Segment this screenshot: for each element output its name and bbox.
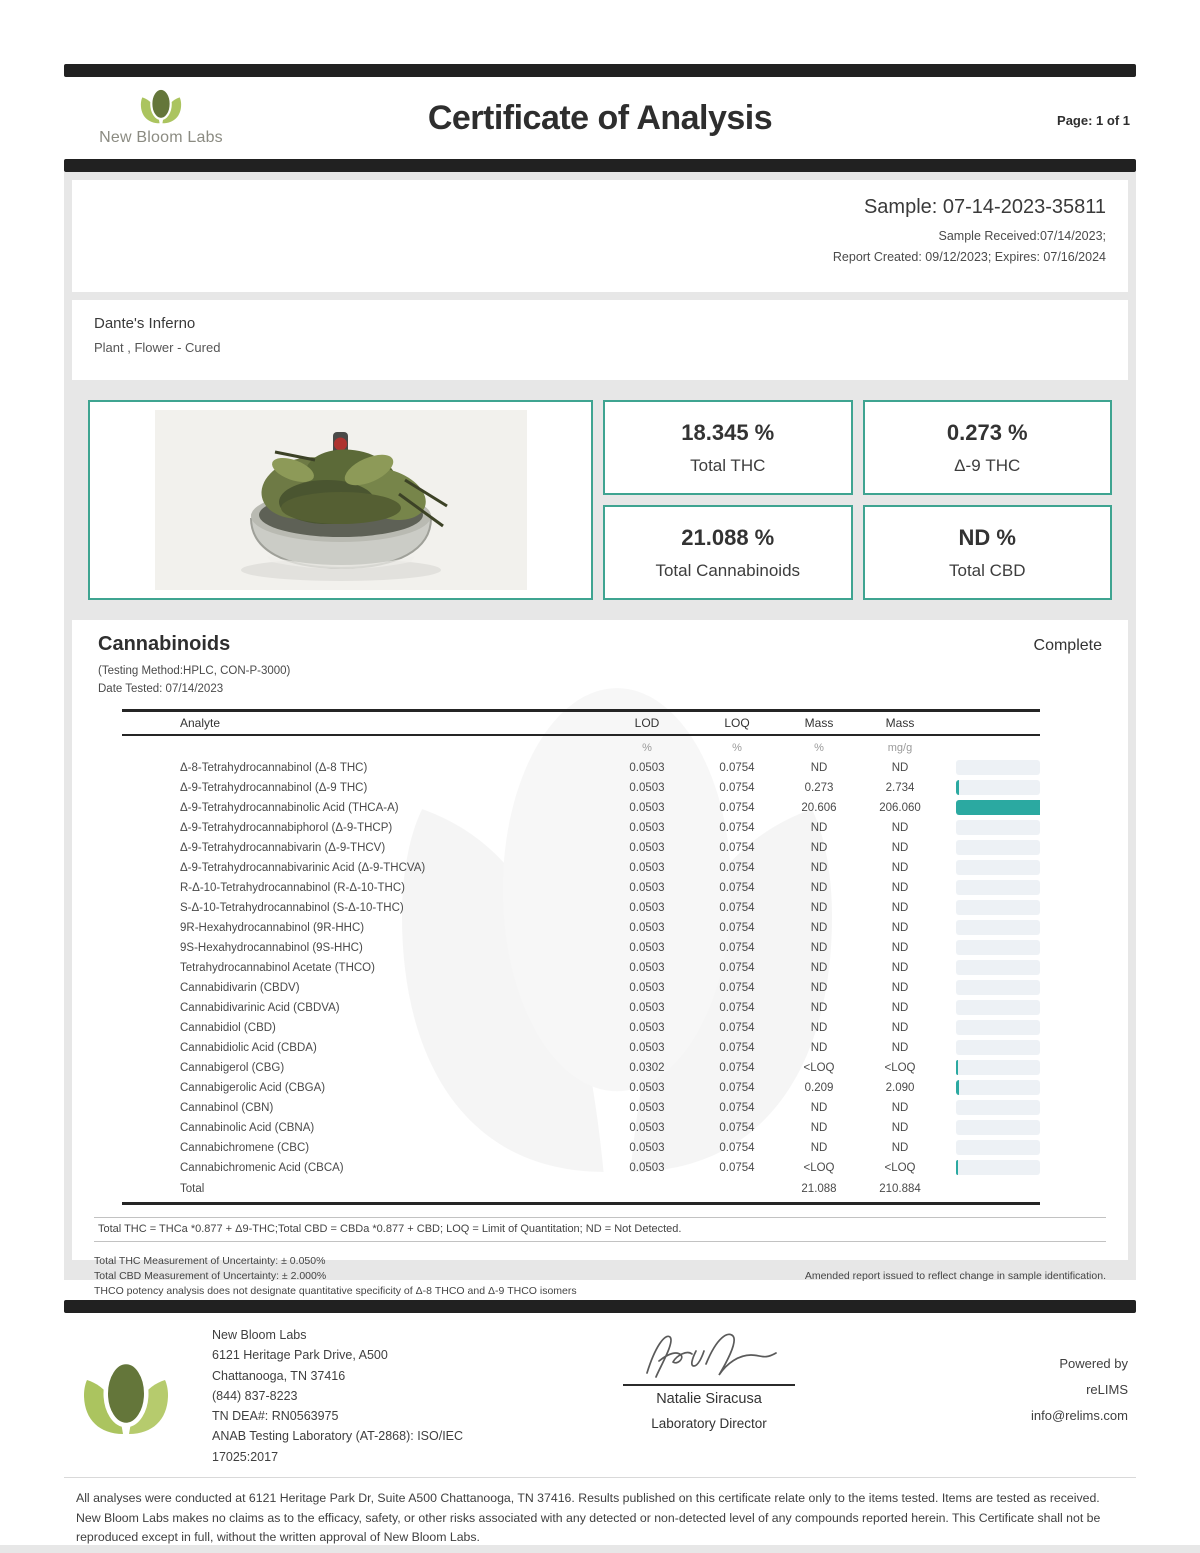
total-cbd-value: ND % <box>958 524 1016 550</box>
total-thc-value: 18.345 % <box>681 419 775 445</box>
loq-value: 0.0754 <box>719 1101 755 1114</box>
total-cannabinoids-label: Total Cannabinoids <box>655 560 801 580</box>
signatory-name: Natalie Siracusa <box>656 1391 762 1407</box>
loq-value: 0.0754 <box>719 1061 755 1074</box>
mass-mg-value: 2.090 <box>885 1081 915 1094</box>
lod-value: 0.0503 <box>629 1141 665 1154</box>
uncertainty-note-line: THCO potency analysis does not designate quantitative specificity of Δ-8 THCO and Δ-9 THCO isomers <box>94 1285 577 1298</box>
loq-value: 0.0754 <box>719 861 755 874</box>
lod-value: 0.0503 <box>629 1081 665 1094</box>
analyte-name: R-Δ-10-Tetrahydrocannabinol (R-Δ-10-THC) <box>180 881 405 894</box>
analyte-name: 9S-Hexahydrocannabinol (9S-HHC) <box>180 941 363 954</box>
cannabinoid-rows <box>122 758 1040 1178</box>
lod-value: 0.0503 <box>629 1021 665 1034</box>
header <box>64 77 1136 159</box>
table-row <box>122 798 1040 818</box>
mass-mg-value: ND <box>891 981 909 994</box>
mass-mg-value: ND <box>891 821 909 834</box>
loq-value: 0.0754 <box>719 801 755 814</box>
mass-mg-value: ND <box>891 841 909 854</box>
summary-total-cannabinoids <box>603 505 853 600</box>
total-thc-label: Total THC <box>690 455 766 475</box>
mass-mg-value: ND <box>891 901 909 914</box>
lab-address-line: New Bloom Labs <box>212 1328 307 1342</box>
mass-pct-value: ND <box>810 921 828 934</box>
mass-pct-value: ND <box>810 821 828 834</box>
lod-value: 0.0503 <box>629 961 665 974</box>
lod-value: 0.0503 <box>629 761 665 774</box>
uncertainty-notes <box>94 1254 577 1300</box>
loq-value: 0.0754 <box>719 881 755 894</box>
analyte-name: Cannabigerolic Acid (CBGA) <box>180 1081 326 1094</box>
mass-pct-value: ND <box>810 861 828 874</box>
table-row <box>122 858 1040 878</box>
summary-grid <box>603 400 1112 600</box>
unit-lod: % <box>642 741 652 754</box>
table-row <box>122 878 1040 898</box>
d9-thc-label: Δ-9 THC <box>954 455 1021 475</box>
col-mass-mg: Mass <box>885 715 915 730</box>
mass-pct-value: <LOQ <box>803 1061 835 1074</box>
mass-mg-value: ND <box>891 941 909 954</box>
unit-loq: % <box>732 741 742 754</box>
report-created: Report Created: 09/12/2023; Expires: 07/16/2024 <box>832 250 1106 265</box>
mass-bar <box>944 900 1040 915</box>
powered-product: reLIMS <box>1086 1382 1128 1397</box>
mass-bar <box>944 1120 1040 1135</box>
mass-pct-value: 0.273 <box>804 781 834 794</box>
loq-value: 0.0754 <box>719 781 755 794</box>
mass-bar <box>944 1160 1040 1175</box>
mass-pct-value: ND <box>810 901 828 914</box>
table-row <box>122 1078 1040 1098</box>
table-row <box>122 938 1040 958</box>
signatory-title: Laboratory Director <box>651 1416 767 1431</box>
table-row <box>122 778 1040 798</box>
lab-address-line: ANAB Testing Laboratory (AT-2868): ISO/IEC <box>212 1429 464 1444</box>
table-row <box>122 1018 1040 1038</box>
table-units-row <box>122 736 1040 758</box>
table-row <box>122 1098 1040 1118</box>
analyte-name: Δ-9-Tetrahydrocannabinol (Δ-9 THC) <box>180 781 368 794</box>
loq-value: 0.0754 <box>719 841 755 854</box>
loq-value: 0.0754 <box>719 901 755 914</box>
page-number: Page: 1 of 1 <box>1057 113 1130 128</box>
amended-note: Amended report issued to reflect change in sample identification. <box>804 1270 1106 1283</box>
analyte-name: Cannabidivarinic Acid (CBDVA) <box>180 1001 340 1014</box>
mass-mg-value: ND <box>891 1021 909 1034</box>
col-loq: LOQ <box>724 715 750 730</box>
mass-mg-value: <LOQ <box>884 1161 916 1174</box>
lab-address-line: 6121 Heritage Park Drive, A500 <box>212 1348 388 1363</box>
total-cbd-label: Total CBD <box>948 560 1026 580</box>
loq-value: 0.0754 <box>719 1021 755 1034</box>
product-name: Dante's Inferno <box>94 315 196 332</box>
lod-value: 0.0503 <box>629 821 665 834</box>
loq-value: 0.0754 <box>719 1141 755 1154</box>
mass-mg-value: ND <box>891 1001 909 1014</box>
analyte-name: 9R-Hexahydrocannabinol (9R-HHC) <box>180 921 365 934</box>
mass-bar <box>944 760 1040 775</box>
mass-mg-value: ND <box>891 881 909 894</box>
mass-pct-value: ND <box>810 1121 828 1134</box>
sample-id: Sample: 07-14-2023-35811 <box>863 196 1106 218</box>
analyte-name: Cannabigerol (CBG) <box>180 1061 285 1074</box>
col-analyte: Analyte <box>180 715 221 730</box>
col-lod: LOD <box>634 715 660 730</box>
lod-value: 0.0503 <box>629 941 665 954</box>
unit-mass-mg: mg/g <box>887 741 913 754</box>
mass-mg-value: 2.734 <box>885 781 915 794</box>
analyte-name: Δ-9-Tetrahydrocannabinolic Acid (THCA-A) <box>180 801 399 814</box>
loq-value: 0.0754 <box>719 921 755 934</box>
powered-by-label: Powered by <box>1059 1356 1128 1371</box>
photo-summary-section <box>88 400 1112 600</box>
table-row <box>122 818 1040 838</box>
total-mass-pct: 21.088 <box>801 1182 837 1195</box>
product-info-card <box>72 300 1128 380</box>
top-rule <box>64 64 1136 77</box>
mass-bar <box>944 800 1040 815</box>
mass-pct-value: ND <box>810 941 828 954</box>
lab-address-line: (844) 837-8223 <box>212 1388 298 1403</box>
mass-bar <box>944 1140 1040 1155</box>
testing-method: (Testing Method:HPLC, CON-P-3000) <box>98 665 291 677</box>
loq-value: 0.0754 <box>719 961 755 974</box>
mass-mg-value: ND <box>891 961 909 974</box>
mass-pct-value: 0.209 <box>804 1081 834 1094</box>
table-header <box>122 709 1040 736</box>
mass-mg-value: ND <box>891 861 909 874</box>
total-mass-mg: 210.884 <box>879 1182 921 1195</box>
analyte-name: Cannabidiol (CBD) <box>180 1021 276 1034</box>
analyte-name: Cannabichromenic Acid (CBCA) <box>180 1161 344 1174</box>
analyte-name: Cannabidiolic Acid (CBDA) <box>180 1041 317 1054</box>
unit-mass-pct: % <box>814 741 824 754</box>
col-mass-pct: Mass <box>804 715 834 730</box>
table-row <box>122 898 1040 918</box>
date-tested: Date Tested: 07/14/2023 <box>98 682 224 695</box>
lod-value: 0.0302 <box>629 1061 665 1074</box>
mass-pct-value: <LOQ <box>803 1161 835 1174</box>
loq-value: 0.0754 <box>719 941 755 954</box>
lab-address-line: TN DEA#: RN0563975 <box>212 1409 339 1423</box>
uncertainty-note-line: Total THC Measurement of Uncertainty: ± 0.050% <box>94 1254 326 1267</box>
summary-d9-thc <box>863 400 1113 495</box>
table-row <box>122 1138 1040 1158</box>
page-title: Certificate of Analysis <box>427 99 773 137</box>
page-bottom-edge <box>0 1545 1200 1553</box>
mass-bar <box>944 1020 1040 1035</box>
loq-value: 0.0754 <box>719 821 755 834</box>
mass-bar <box>944 920 1040 935</box>
uncertainty-note-line: Total CBD Measurement of Uncertainty: ± 2.000% <box>94 1269 327 1282</box>
mass-mg-value: ND <box>891 1041 909 1054</box>
mass-bar <box>944 1060 1040 1075</box>
mass-bar <box>944 1000 1040 1015</box>
mass-pct-value: ND <box>810 981 828 994</box>
analyte-name: Δ-8-Tetrahydrocannabinol (Δ-8 THC) <box>180 761 368 774</box>
mass-mg-value: ND <box>891 1141 909 1154</box>
mass-mg-value: ND <box>891 1121 909 1134</box>
analyte-name: Δ-9-Tetrahydrocannabivarinic Acid (Δ-9-THCVA) <box>180 861 426 874</box>
analyte-name: Δ-9-Tetrahydrocannabiphorol (Δ-9-THCP) <box>180 821 393 834</box>
mass-mg-value: ND <box>891 921 909 934</box>
mass-mg-value: ND <box>891 1101 909 1114</box>
mass-pct-value: ND <box>810 841 828 854</box>
loq-value: 0.0754 <box>719 1041 755 1054</box>
mass-bar <box>944 780 1040 795</box>
loq-value: 0.0754 <box>719 1121 755 1134</box>
d9-thc-value: 0.273 % <box>946 419 1028 445</box>
mass-pct-value: ND <box>810 761 828 774</box>
mass-mg-value: 206.060 <box>879 801 921 814</box>
mass-bar <box>944 980 1040 995</box>
mass-bar <box>944 860 1040 875</box>
mass-pct-value: ND <box>810 1141 828 1154</box>
mass-pct-value: ND <box>810 881 828 894</box>
lod-value: 0.0503 <box>629 861 665 874</box>
lab-address-line: Chattanooga, TN 37416 <box>212 1368 346 1383</box>
lod-value: 0.0503 <box>629 981 665 994</box>
lod-value: 0.0503 <box>629 841 665 854</box>
table-total-row <box>122 1178 1040 1200</box>
mass-bar <box>944 880 1040 895</box>
cannabinoids-card <box>72 620 1128 1298</box>
total-cannabinoids-value: 21.088 % <box>681 524 775 550</box>
loq-value: 0.0754 <box>719 761 755 774</box>
footer-rule <box>64 1300 1136 1313</box>
lod-value: 0.0503 <box>629 901 665 914</box>
mass-bar <box>944 960 1040 975</box>
loq-value: 0.0754 <box>719 981 755 994</box>
mass-bar <box>944 820 1040 835</box>
lod-value: 0.0503 <box>629 1001 665 1014</box>
analyte-name: Cannabidivarin (CBDV) <box>180 981 300 994</box>
loq-value: 0.0754 <box>719 1081 755 1094</box>
table-row <box>122 758 1040 778</box>
product-type: Plant , Flower - Cured <box>94 340 221 355</box>
lod-value: 0.0503 <box>629 1041 665 1054</box>
mass-pct-value: ND <box>810 1101 828 1114</box>
mass-pct-value: ND <box>810 1041 828 1054</box>
sample-received: Sample Received:07/14/2023; <box>938 229 1106 243</box>
mass-pct-value: ND <box>810 1001 828 1014</box>
lod-value: 0.0503 <box>629 781 665 794</box>
signature-icon <box>629 1327 789 1379</box>
powered-by-block <box>906 1313 1136 1475</box>
disclaimer-text: All analyses were conducted at 6121 Heritage Park Dr, Suite A500 Chattanooga, TN 37416. Results published on this certificate relate only to the items tested. Items are tested as received. New Bloom Labs makes no claims as to the efficacy, safety, or other risks associated with any detected or non-detected level of any compounds reported herein. This Certificate shall not be reproduced except in full, without the written approval of New Bloom Labs. <box>76 1491 1101 1545</box>
table-row <box>122 958 1040 978</box>
table-row <box>122 1158 1040 1178</box>
table-row <box>122 918 1040 938</box>
summary-total-cbd <box>863 505 1113 600</box>
table-row <box>122 1038 1040 1058</box>
lab-address-line: 17025:2017 <box>212 1449 279 1464</box>
mass-bar <box>944 940 1040 955</box>
mass-mg-value: ND <box>891 761 909 774</box>
mass-bar <box>944 1040 1040 1055</box>
sample-photo-frame <box>88 400 593 600</box>
table-row <box>122 1058 1040 1078</box>
disclaimer-divider <box>64 1477 1136 1478</box>
summary-total-thc <box>603 400 853 495</box>
table-row <box>122 998 1040 1018</box>
mass-bar <box>944 1100 1040 1115</box>
bloom-icon-footer <box>78 1355 174 1441</box>
cannabinoids-table <box>122 709 1040 1205</box>
loq-value: 0.0754 <box>719 1001 755 1014</box>
section-title: Cannabinoids <box>98 633 231 655</box>
signature-block <box>512 1313 906 1475</box>
lod-value: 0.0503 <box>629 1101 665 1114</box>
analyte-name: Cannabinol (CBN) <box>180 1101 274 1114</box>
footer <box>64 1313 1136 1475</box>
analyte-name: S-Δ-10-Tetrahydrocannabinol (S-Δ-10-THC) <box>180 901 404 914</box>
brand-name: New Bloom Labs <box>99 129 223 146</box>
mass-pct-value: ND <box>810 961 828 974</box>
mass-mg-value: <LOQ <box>884 1061 916 1074</box>
analyte-name: Δ-9-Tetrahydrocannabivarin (Δ-9-THCV) <box>180 841 386 854</box>
total-label: Total <box>180 1182 205 1195</box>
table-row <box>122 838 1040 858</box>
mass-pct-value: 20.606 <box>801 801 837 814</box>
mass-pct-value: ND <box>810 1021 828 1034</box>
mass-bar <box>944 1080 1040 1095</box>
header-rule <box>64 159 1136 172</box>
sample-photo <box>155 410 527 590</box>
table-row <box>122 978 1040 998</box>
analyte-name: Cannabichromene (CBC) <box>180 1141 310 1154</box>
lod-value: 0.0503 <box>629 801 665 814</box>
table-row <box>122 1118 1040 1138</box>
powered-email: info@relims.com <box>1031 1408 1128 1423</box>
analyte-name: Cannabinolic Acid (CBNA) <box>180 1121 315 1134</box>
lod-value: 0.0503 <box>629 881 665 894</box>
mass-bar <box>944 840 1040 855</box>
lod-value: 0.0503 <box>629 1161 665 1174</box>
loq-value: 0.0754 <box>719 1161 755 1174</box>
content-panel <box>64 172 1136 1298</box>
section-status: Complete <box>1033 637 1102 654</box>
lod-value: 0.0503 <box>629 921 665 934</box>
sample-info-card <box>72 180 1128 292</box>
analyte-name: Tetrahydrocannabinol Acetate (THCO) <box>180 961 375 974</box>
lod-value: 0.0503 <box>629 1121 665 1134</box>
table-footnote: Total THC = THCa *0.877 + Δ9-THC;Total CBD = CBDa *0.877 + CBD; LOQ = Limit of Quantitation; ND = Not Detected. <box>94 1217 1106 1242</box>
lab-address-block <box>212 1313 512 1475</box>
